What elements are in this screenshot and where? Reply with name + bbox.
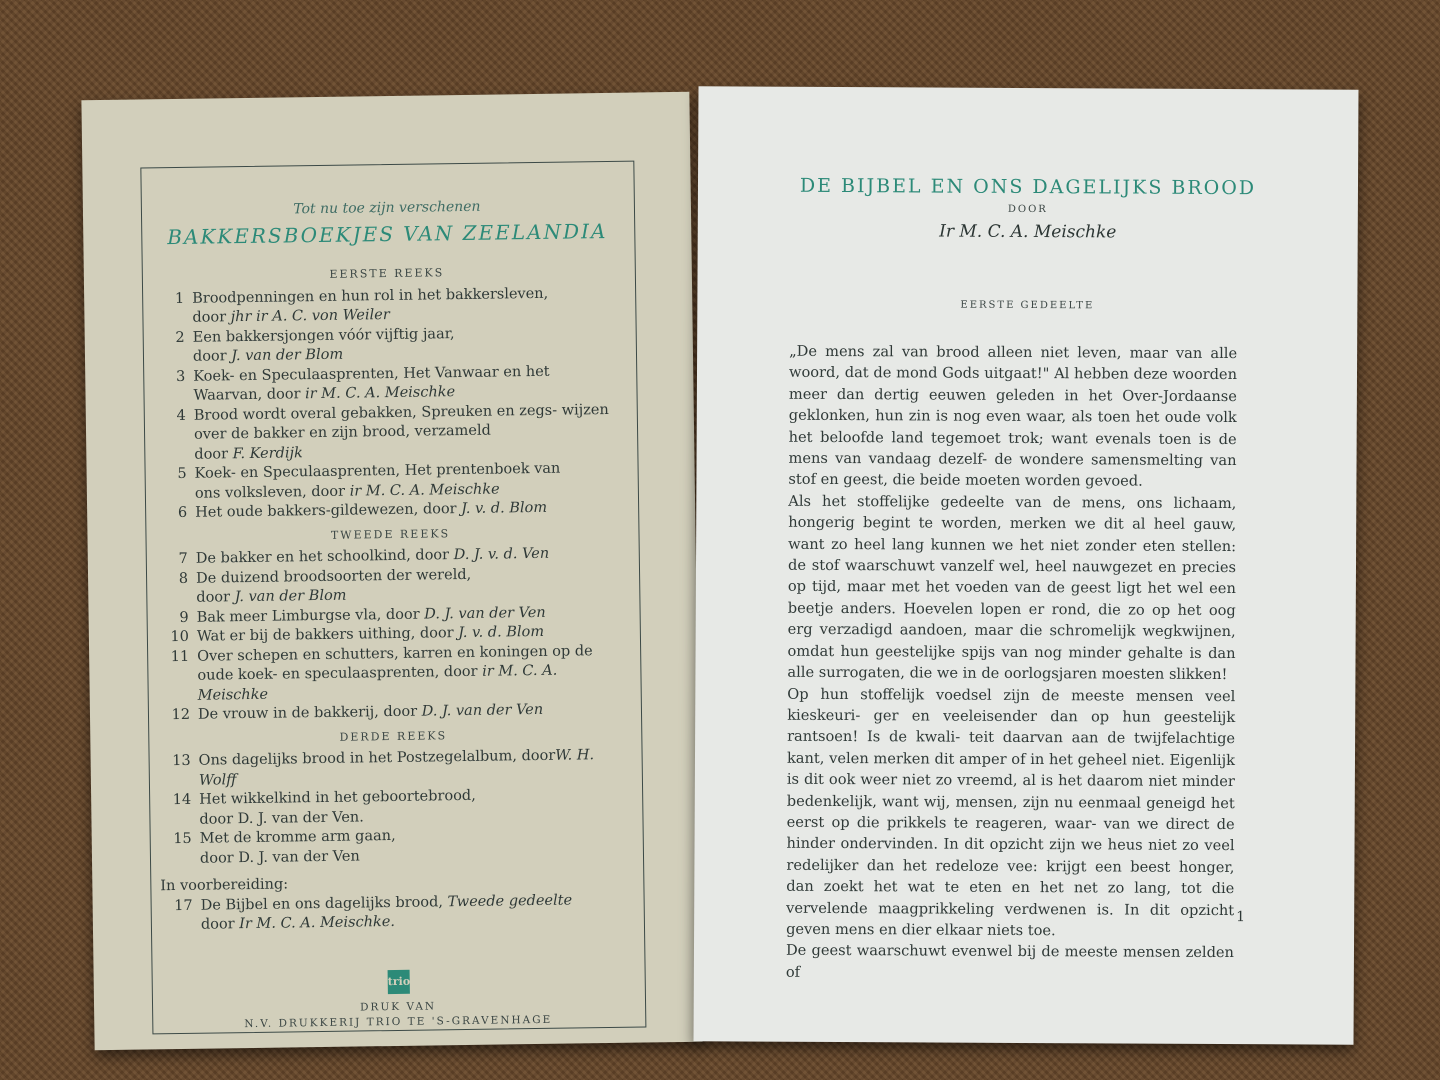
item-title: Met de kromme arm gaan, — [199, 827, 396, 847]
left-page — [81, 92, 702, 1050]
section-heading: EERSTE GEDEELTE — [960, 299, 1095, 312]
reeks-heading-1: EERSTE REEKS — [329, 266, 445, 281]
item-number: 13 — [172, 752, 191, 770]
item-author: F. Kerdijk — [232, 444, 303, 462]
in-preparation-label: In voorbereiding: — [160, 876, 289, 895]
item-author: J. v. d. Blom — [461, 499, 548, 518]
reeks-heading-3: DERDE REEKS — [339, 728, 448, 744]
article-door: DOOR — [1007, 203, 1048, 216]
list-item — [156, 563, 626, 609]
item-number: 7 — [178, 550, 188, 567]
item-author: D. J. van der Ven — [421, 701, 544, 720]
list-item — [159, 746, 629, 792]
item-author: Ir M. C. A. Meischke. — [239, 913, 396, 933]
item-number: 11 — [170, 648, 190, 665]
item-title: Over schepen en schutters, karren en koningen op de oude koek- en speculaasprenten, door — [197, 642, 593, 684]
item-author: jhr ir A. C. von Weiler — [230, 307, 390, 326]
list-item — [153, 361, 623, 407]
paragraph: „De mens zal van brood alleen niet leven, maar van alle woord, dat de mond Gods uitgaat!" Al hebben deze woorden meer dan dertig eeuwen geleden in het Over-Jordaanse geklonken, hun zin is nog even waar, als toen het oude volk het beloofde land tegemoet trok; want evenals toen is de mens van vandaag dezelf- de wondere samensmelting van stof en geest, die beide moeten worden gevoed. — [788, 342, 1238, 491]
item-by: door D. J. van der Ven — [199, 847, 360, 867]
list-item — [155, 459, 625, 505]
item-author: ir M. C. A. Meischke — [197, 662, 558, 704]
item-number: 17 — [174, 897, 193, 914]
item-number: 12 — [171, 706, 191, 724]
list-item — [153, 322, 623, 368]
printer-line-2: N.V. DRUKKERIJ TRIO TE 'S-GRAVENHAGE — [244, 1013, 553, 1031]
item-title: Wat er bij de bakkers uithing, door — [196, 625, 459, 645]
item-by: Waarvan, door — [193, 386, 306, 404]
item-author: J. van der Blom — [231, 346, 344, 365]
item-by: door — [196, 589, 235, 606]
item-number: 14 — [172, 791, 192, 809]
item-title: Brood wordt overal gebakken, Spreuken en zegs- wijzen over de bakker en zijn brood, verzameld — [193, 401, 609, 443]
series-title: BAKKERSBOEKJES VAN ZEELANDIA — [167, 218, 608, 250]
item-by: door — [194, 445, 233, 463]
item-author: D. J. van der Ven — [424, 604, 546, 623]
item-title: Koek- en Speculaasprenten, Het Vanwaar en het — [193, 363, 550, 385]
item-title: Bak meer Limburgse vla, door — [196, 606, 425, 626]
item-author: D. J. v. d. Ven — [453, 545, 550, 564]
page-number: 1 — [1236, 909, 1246, 926]
item-title: Ons dagelijks brood in het Postzegelalbum, door — [198, 747, 556, 769]
item-by: door — [200, 916, 240, 933]
paragraph: Als het stoffelijke gedeelte van de mens, ons lichaam, hongerig begint te worden, merken we dit al heel gauw, want zo heel lang kunnen we het niet zonder eten stellen: de stof waarschuwt vanzelf wel, heel nauwgezet en precies op tijd, maar met het voeden van de geest ligt het wel een beetje anders. Hoevelen lopen er rond, die zo op het oog erg verzadigd aandoen, maar die schromelijk wegkwijnen, omdat hun geestelijke spijs van nog minder gehalte is dan alle surrogaten, die we in de oorlogsjaren moesten slikken! — [787, 492, 1237, 684]
series-list — [152, 257, 631, 936]
article-title: DE BIJBEL EN ONS DAGELIJKS BROOD — [799, 174, 1257, 200]
item-by: door D. J. van der Ven. — [199, 808, 364, 828]
item-title: De duizend broodsoorten der wereld, — [195, 566, 472, 587]
item-number: 5 — [177, 465, 187, 482]
item-number: 4 — [176, 407, 186, 424]
item-author: ir M. C. A. Meischke — [349, 480, 500, 500]
item-number: 2 — [175, 329, 185, 346]
item-title: Een bakkersjongen vóór vijftig jaar, — [192, 325, 455, 346]
item-number: 10 — [170, 628, 190, 646]
item-title: De Bijbel en ons dagelijks brood, — [200, 893, 448, 914]
item-number: 9 — [179, 609, 189, 626]
item-subtitle: Tweede gedeelte — [447, 892, 573, 910]
item-number: 6 — [177, 504, 188, 521]
item-title: Het wikkelkind in het geboortebrood, — [199, 787, 476, 808]
series-intro: Tot nu toe zijn verschenen — [293, 198, 481, 218]
article-body — [786, 341, 1237, 986]
printer-line-1: DRUK VAN — [360, 1000, 437, 1014]
list-item — [160, 824, 630, 870]
list-item — [152, 283, 622, 329]
item-number: 8 — [178, 570, 189, 587]
item-by: ons volksleven, door — [194, 483, 350, 502]
item-title: Koek- en Speculaasprenten, Het prentenboek van — [194, 460, 561, 482]
list-item — [157, 641, 628, 706]
item-title: De vrouw in de bakkerij, door — [197, 703, 422, 723]
item-author: J. v. d. Blom — [458, 623, 545, 642]
list-item — [159, 785, 629, 831]
item-author: J. van der Blom — [234, 587, 347, 606]
paragraph: De geest waarschuwt evenwel bij de meeste mensen zelden of — [785, 942, 1235, 981]
item-by: door — [192, 309, 231, 326]
list-item — [154, 400, 625, 465]
item-author: ir M. C. A. Meischke — [304, 384, 456, 403]
item-number: 15 — [173, 830, 192, 848]
right-page — [694, 86, 1359, 1044]
reeks-heading-2: TWEEDE REEKS — [330, 526, 451, 542]
trio-logo: trio — [388, 970, 410, 994]
item-number: 3 — [175, 368, 186, 385]
item-title: De bakker en het schoolkind, door — [195, 547, 454, 567]
item-by: door — [192, 348, 232, 365]
item-author: W. H. Wolff — [198, 747, 595, 789]
item-title: Broodpenningen en hun rol in het bakkersleven, — [192, 285, 549, 307]
item-title: Het oude bakkers-gildewezen, door — [195, 501, 462, 521]
item-number: 1 — [174, 290, 185, 307]
paragraph: Op hun stoffelijk voedsel zijn de meeste mensen veel kieskeuri- ger en veeleisender dan op hun geestelijk rantsoen! Is de kwali- teit daarvan aan de twijfelachtige kant, velen merken dit amper of in het geheel niet. Eigenlijk is dit ook weer niet zo vreemd, al is het daarom niet minder bedenkelijk, want wij, mensen, zijn nu eenmaal geneigd het eerst op die prikkels te reageren, waar- van we direct de hinder ondervinden. In dit opzicht zijn we heus niet zo veel redelijker dan het redeloze vee: krijgt een beest honger, dan zoekt het wat te eten en het net zo lang, tot die vervelende maagprikkeling verdwenen is. In dit opzicht geven mens en dier elkaar niets toe. — [786, 685, 1236, 940]
list-item — [161, 890, 631, 936]
article-author: Ir M. C. A. Meischke — [939, 221, 1117, 243]
